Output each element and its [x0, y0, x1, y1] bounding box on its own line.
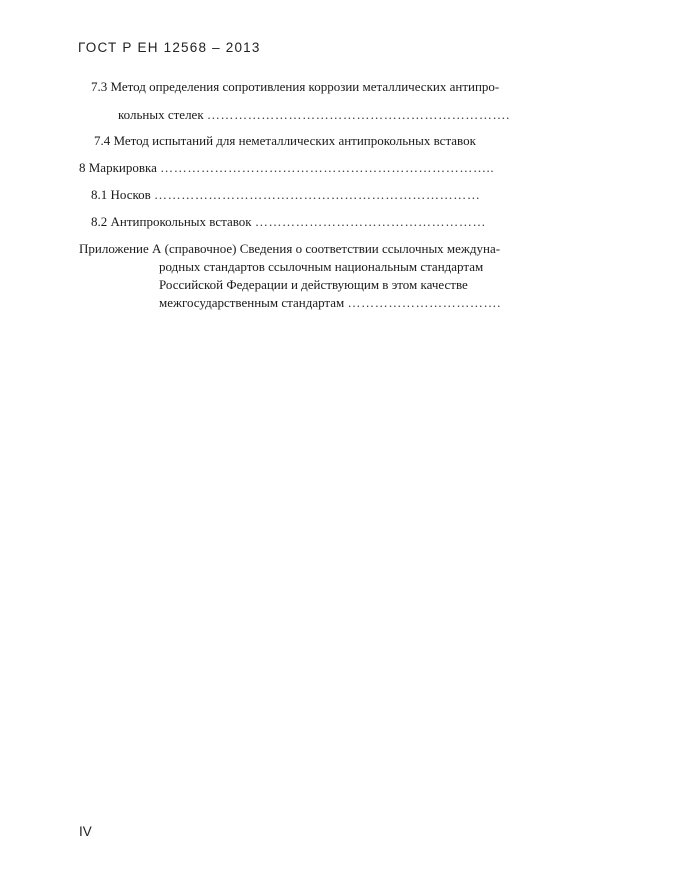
toc-entry-8-text: 8 Маркировка [79, 160, 157, 175]
toc-entry-7-3-continuation: кольных стелек [118, 107, 204, 122]
toc-entry-7-3-text: 7.3 Метод определения сопротивления коррозии металлических антипро- [91, 79, 500, 94]
toc-leader-dots: ……………………………………………………………….. [160, 160, 495, 175]
toc-leader-dots: …………………………………………… [254, 214, 487, 229]
toc-entry-7-4-text: 7.4 Метод испытаний для неметаллических антипрокольных вставок [94, 133, 476, 148]
toc-appendix-line4 [159, 295, 501, 311]
toc-appendix-line1 [79, 241, 500, 257]
toc-leader-dots: ……………………………. [347, 295, 501, 310]
toc-appendix-text: Российской Федерации и действующим в этом качестве [159, 277, 468, 292]
toc-entry-8-1 [91, 187, 480, 203]
toc-appendix-line3 [159, 277, 468, 293]
page-number: IV [79, 824, 92, 839]
toc-entry-7-4 [94, 133, 476, 149]
toc-leader-dots: …………………………………………………………. [206, 107, 510, 122]
toc-entry-8-1-text: 8.1 Носков [91, 187, 151, 202]
document-header: ГОСТ Р ЕН 12568 – 2013 [78, 40, 261, 55]
toc-entry-8 [79, 160, 494, 176]
toc-entry-8-2-text: 8.2 Антипрокольных вставок [91, 214, 252, 229]
toc-appendix-line2 [159, 259, 483, 275]
toc-entry-8-2 [91, 214, 486, 230]
toc-appendix-text: Приложение А (справочное) Сведения о соответствии ссылочных междуна- [79, 241, 501, 256]
toc-appendix-text: родных стандартов ссылочным национальным стандартам [159, 259, 484, 274]
toc-entry-7-3-line2 [118, 107, 510, 123]
toc-entry-7-3-line1 [91, 79, 499, 95]
toc-appendix-text: межгосударственным стандартам [159, 295, 345, 310]
toc-leader-dots: ……………………………………………………………… [154, 187, 481, 202]
